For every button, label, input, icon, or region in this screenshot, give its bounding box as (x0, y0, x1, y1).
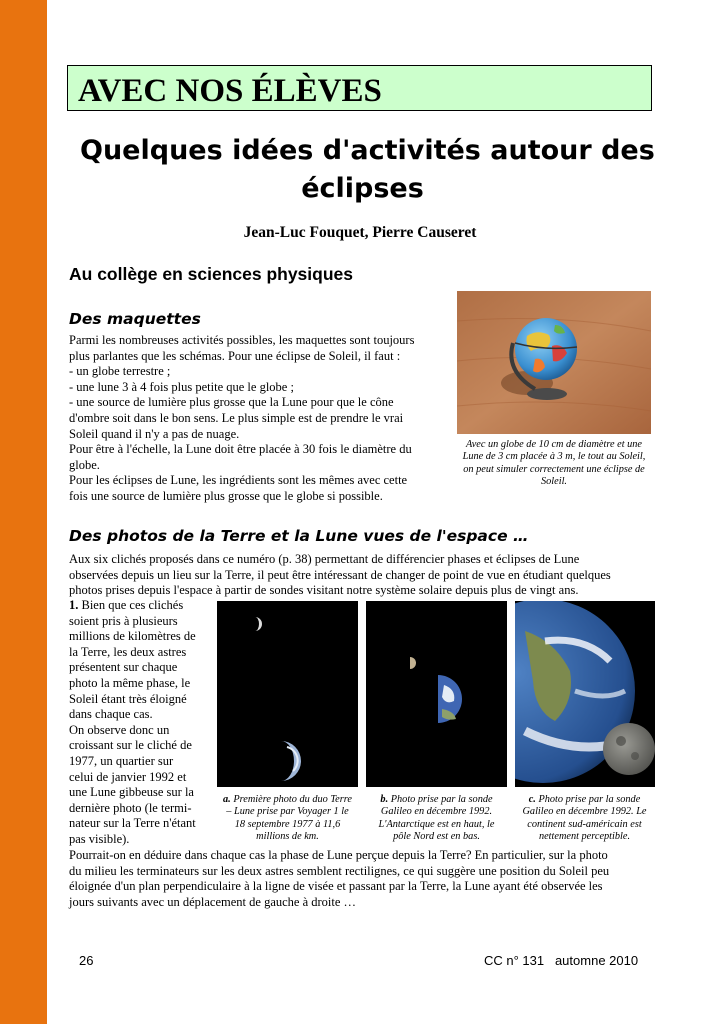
text-line: dernière photo (le termi- (69, 800, 192, 815)
text-line: du milieu les terminateurs sur les deux astres semblent rectilignes, ce qui suggère une position du Soleil peu (69, 863, 610, 878)
text-line: éloignée d'un plan perpendiculaire à la ligne de visée et passant par la Terre, la Lune ayant été observée les (69, 879, 603, 894)
text-line: celui de janvier 1992 et (69, 769, 187, 784)
text-line (69, 598, 209, 614)
earth-moon-quarter-image (366, 601, 507, 787)
article-authors: Jean-Luc Fouquet, Pierre Causeret (243, 224, 477, 241)
text-line: - une source de lumière plus grosse que la Lune pour que le cône (69, 395, 394, 410)
text-line: Pour être à l'échelle, la Lune doit être placée à 30 fois le diamètre du (69, 442, 412, 457)
text-line: millions de kilomètres de (69, 629, 196, 644)
text-line: pas visible). (69, 831, 130, 846)
photos-left-paragraph (69, 598, 209, 848)
caption-letter: a. (223, 794, 231, 805)
item-number: 1. (69, 598, 79, 612)
caption-text: Première photo du duo Terre (233, 794, 352, 805)
caption-line: nettement perceptible. (538, 831, 631, 843)
earth-moon-crescent-image (217, 601, 358, 787)
article-title-line: Quelques idées d'activités autour des (80, 135, 655, 166)
caption-line (216, 794, 359, 806)
photo-b-caption (365, 794, 508, 844)
text-line: jours suivants avec un déplacement de gauche à droite … (69, 894, 357, 909)
text-line: Aux six clichés proposés dans ce numéro (p. 38) permettant de différencier phases et éclipses de Lune (69, 552, 580, 566)
caption-line: – Lune prise par Voyager 1 le (226, 806, 349, 818)
caption-letter: c. (528, 794, 536, 805)
photo-a-caption (216, 794, 359, 844)
earth-moon-gibbous-image (515, 601, 655, 787)
text-line: Soleil étant très éloigné (69, 691, 187, 706)
caption-line: Galileo en décembre 1992. (380, 806, 493, 818)
caption-line (365, 794, 508, 806)
photos-closing-paragraph (69, 848, 655, 910)
caption-text: Photo prise par la sonde (538, 794, 641, 805)
text-line: nateur sur la Terre n'étant (69, 816, 196, 831)
subsection-heading-maquettes: Des maquettes (69, 310, 201, 328)
text-line: - un globe terrestre ; (69, 364, 171, 379)
text-line: fois une source de lumière plus grosse que le globe si possible. (69, 488, 383, 503)
caption-text: Photo prise par la sonde (390, 794, 493, 805)
text-line: plus parlantes que les schémas. Pour une éclipse de Soleil, il faut : (69, 348, 401, 363)
caption-line: Avec un globe de 10 cm de diamètre et une (465, 439, 643, 450)
text-line: d'ombre soit dans le bon sens. Le plus simple est de prendre le vrai (69, 410, 404, 425)
caption-line: Soleil. (540, 476, 568, 488)
text-line: 1977, un quartier sur (69, 753, 174, 768)
text-line: une Lune gibbeuse sur la (69, 785, 194, 800)
text-fragment: Bien que ces clichés (81, 598, 184, 612)
section-heading: Au collège en sciences physiques (69, 264, 353, 284)
text-line: globe. (69, 457, 100, 472)
globe-photo-image (457, 291, 651, 434)
sidebar-stripe (0, 0, 47, 1024)
text-line: Pourrait-on en déduire dans chaque cas la phase de Lune perçue depuis la Terre? En particulier, sur la photo (69, 848, 608, 862)
text-line: Soleil quand il n'y a pas de nuage. (69, 426, 240, 441)
caption-line: continent sud-américain est (527, 818, 642, 830)
text-line: photos prises depuis l'espace à partir de sondes visitant notre système solaire depuis plus de vingt ans. (69, 583, 579, 598)
caption-line: Lune de 3 cm placée à 3 m, le tout au Soleil, (462, 451, 646, 463)
page-number: 26 (79, 953, 94, 968)
caption-line: 18 septembre 1977 à 11,6 (234, 818, 341, 830)
text-line: croissant sur le cliché de (69, 738, 192, 753)
article-title (80, 132, 655, 208)
text-line: Pour les éclipses de Lune, les ingrédients sont les mêmes avec cette (69, 473, 408, 488)
text-line: photo la même phase, le (69, 675, 191, 690)
subsection-heading-photos: Des photos de la Terre et la Lune vues de l'espace … (69, 527, 529, 545)
caption-line (513, 794, 656, 806)
article-title-line: éclipses (301, 173, 424, 204)
maquettes-paragraph (69, 333, 441, 505)
section-banner (67, 65, 652, 111)
caption-line: Galileo en décembre 1992. Le (522, 806, 647, 818)
text-line: Parmi les nombreuses activités possibles, les maquettes sont toujours (69, 333, 415, 347)
text-line: observées depuis un lieu sur la Terre, il peut être intéressant de changer de point de vue en étudiant quelques (69, 567, 611, 582)
caption-letter: b. (380, 794, 389, 805)
issue-info: CC n° 131 automne 2010 (484, 953, 639, 968)
text-line: la Terre, les deux astres (69, 644, 187, 659)
text-line: On observe donc un (69, 722, 170, 737)
caption-line: L'Antarctique est en haut, le (378, 818, 495, 830)
text-line: présentent sur chaque (69, 660, 178, 675)
caption-line: pôle Nord est en bas. (393, 831, 480, 843)
globe-photo-caption (453, 439, 655, 489)
text-line: dans chaque cas. (69, 707, 153, 722)
photo-c-caption (513, 794, 656, 844)
photos-intro-paragraph (69, 552, 655, 599)
caption-line: on peut simuler correctement une éclipse de (463, 463, 645, 475)
text-line: - une lune 3 à 4 fois plus petite que le globe ; (69, 379, 294, 394)
text-line: soient pris à plusieurs (69, 613, 178, 628)
caption-line: millions de km. (256, 831, 319, 843)
banner-title: AVEC NOS ÉLÈVES (78, 73, 382, 109)
